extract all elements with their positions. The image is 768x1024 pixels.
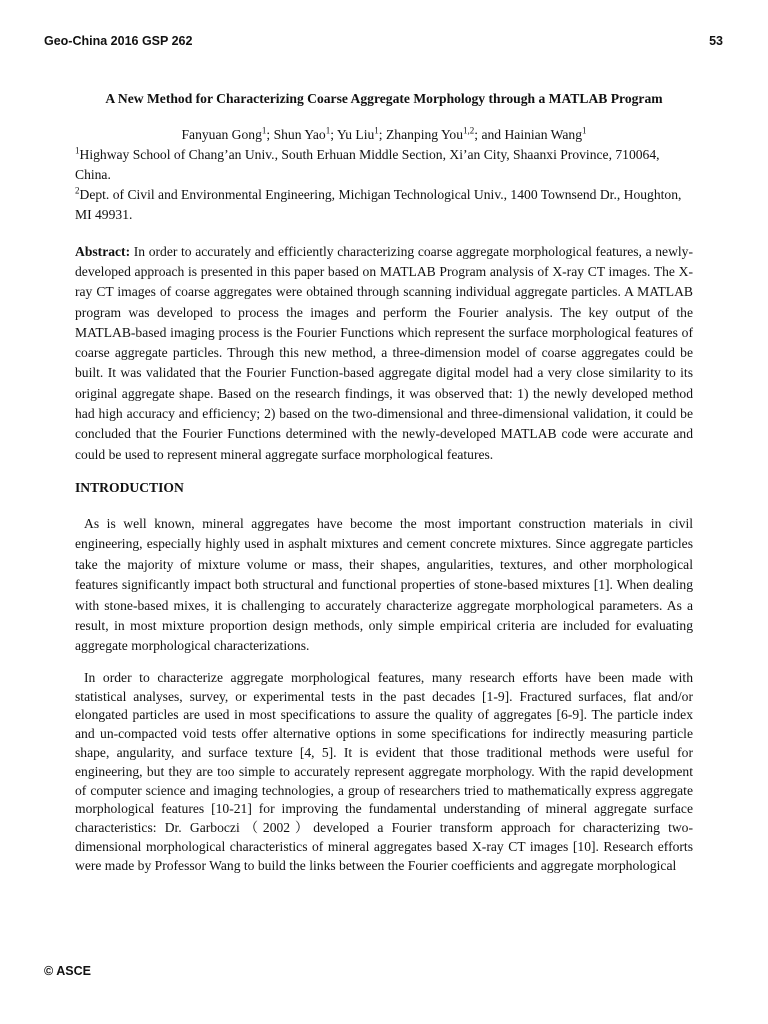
author-separator: ;: [330, 127, 337, 142]
journal-label: Geo-China 2016 GSP 262: [44, 34, 193, 48]
affiliation: [75, 185, 693, 226]
affiliation: [75, 145, 693, 186]
paper-title: A New Method for Characterizing Coarse Aggregate Morphology through a MATLAB Program: [105, 91, 663, 106]
author-name: Shun Yao: [273, 127, 326, 142]
author-name: Yu Liu: [336, 127, 375, 142]
author-affiliation-mark: 1: [261, 125, 267, 136]
affiliation-mark: 1: [75, 144, 80, 155]
author: [337, 127, 386, 142]
abstract-text: In order to accurately and efficiently characterizing coarse aggregate morphological features, a newly-developed approach is presented in this paper based on MATLAB Program analysis of X-ray CT images. The X-ray CT images of coarse aggregates were obtained through scanning individual aggregate particles. A MATLAB program was developed to process the images and perform the Fourier analysis. The key output of the MATLAB-based imaging process is the Fourier Functions which represent the surface morphological features of coarse aggregate particles. Through this new method, a three-dimension model of coarse aggregates could be built. It was validated that the Fourier Function-based aggregate digital model had a very close similarity to its original aggregate shape. Based on the research findings, it was observed that: 1) the newly developed method had high accuracy and efficiency; 2) based on the two-dimensional and three-dimensional validation, it could be concluded that the Fourier Functions determined with the newly-developed MATLAB code were accurate and could be used to represent mineral aggregate surface morphological features.: [75, 243, 693, 462]
author: [274, 127, 337, 142]
author-name: Zhanping You: [385, 127, 464, 142]
author-list: [75, 125, 693, 145]
author: [181, 127, 273, 142]
author: [386, 127, 505, 142]
affiliation-mark: 2: [75, 185, 80, 196]
body-paragraph: As is well known, mineral aggregates have become the most important construction materials in civil engineering, especially highly used in asphalt mixtures and cement concrete mixtures. Since aggregate particles take the majority of mixture volume or mass, their shapes, angularities, textures, and other morphological features significantly impact both structural and functional properties of stone-based mixtures [1]. When dealing with stone-based mixes, it is challenging to accurately characterize aggregate morphological parameters. As a result, in most mixture proportion design methods, only simple empirical criteria are included for evaluating aggregate morphological characterizations.: [75, 515, 693, 654]
author-name: Hainian Wang: [504, 127, 583, 142]
author-affiliation-mark: 1: [325, 125, 331, 136]
author-affiliation-mark: 1: [374, 125, 379, 136]
page-content: [75, 89, 693, 876]
author-separator: ; and: [474, 127, 505, 142]
author-separator: ;: [378, 127, 386, 142]
copyright-footer: © ASCE: [44, 964, 91, 978]
affiliation-text: Highway School of Chang’an Univ., South Erhuan Middle Section, Xi’an City, Shaanxi Province, 710064, China.: [75, 146, 660, 182]
author-name: Fanyuan Gong: [181, 127, 262, 142]
author: [504, 127, 586, 142]
author-affiliation-mark: 1,2: [463, 125, 475, 136]
affiliation-text: Dept. of Civil and Environmental Engineering, Michigan Technological Univ., 1400 Townsend Dr., Houghton, MI 49931.: [75, 187, 682, 223]
section-heading-introduction: INTRODUCTION: [75, 479, 184, 495]
author-separator: ;: [266, 127, 274, 142]
running-header: [44, 34, 723, 48]
abstract: [75, 242, 693, 465]
author-affiliation-mark: 1: [582, 125, 587, 136]
abstract-label: Abstract:: [75, 243, 131, 259]
body-paragraph: In order to characterize aggregate morphological features, many research efforts have been made with statistical analyses, survey, or experimental tests in the past decades [1-9]. Fractured surfaces, flat and/or elongated particles are used in most specifications to assure the quality of aggregates [6-9]. The particle index and un-compacted void tests offer alternative options in some specifications for indirectly measuring particle shape, angularity, and surface texture [4, 5]. It is evident that those traditional methods were useful for engineering, but they are too simple to accurately represent aggregate morphology. With the rapid development of computer science and imaging technologies, a group of researchers tried to mathematically express aggregate morphological features [10-21] for improving the fundamental understanding of mineral aggregate surface characteristics: Dr. Garboczi（2002）developed a Fourier transform approach for characterizing two-dimensional morphological characteristics of mineral aggregates based X-ray CT images [10]. Research efforts were made by Professor Wang to build the links between the Fourier coefficients and aggregate morphological: [75, 669, 693, 873]
page-number: 53: [709, 34, 723, 48]
